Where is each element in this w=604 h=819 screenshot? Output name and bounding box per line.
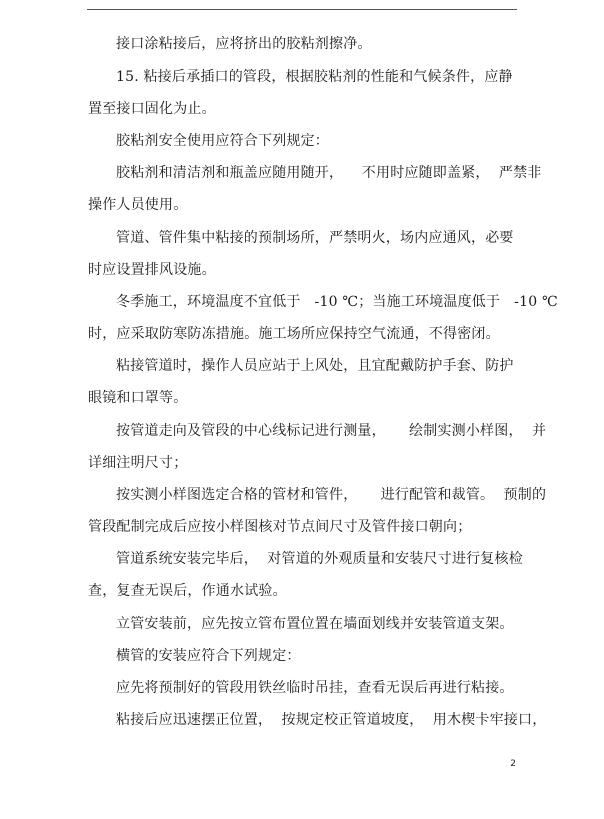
text-line-10: 时，应采取防寒防冻措施。施工场所应保持空气流通，不得密闭。 [88, 326, 500, 342]
text-line-22: 粘接后应迅速摆正位置， 按规定校正管道坡度， 用木楔卡牢接口， [116, 712, 547, 728]
text-line-13: 按管道走向及管段的中心线标记进行测量， 绘制实测小样图， 并 [116, 423, 547, 439]
text-line-19: 立管安装前，应先按立管布置位置在墙面划线并安装管道支架。 [116, 616, 514, 632]
text-line-8: 时应设置排风设施。 [88, 262, 216, 278]
text-line-4: 胶粘剂安全使用应符合下列规定： [116, 133, 329, 149]
text-line-21: 应先将预制好的管段用铁丝临时吊挂，查看无误后再进行粘接。 [116, 680, 514, 696]
text-line-18: 查，复查无误后，作通水试验。 [88, 583, 287, 599]
text-line-14: 详细注明尺寸； [88, 455, 188, 471]
text-line-17: 管道系统安装完毕后， 对管道的外观质量和安装尺寸进行复核检 [116, 551, 523, 567]
text-line-5: 胶粘剂和清洁剂和瓶盖应随用随开， 不用时应随即盖紧， 严禁非 [116, 165, 542, 181]
text-line-11: 粘接管道时，操作人员应站于上风处，且宜配戴防护手套、防护 [116, 358, 514, 374]
text-line-15: 按实测小样图选定合格的管材和管件， 进行配管和裁管。 预制的 [116, 487, 547, 503]
text-line-2: 15. 粘接后承插口的管段，根据胶粘剂的性能和气候条件，应静 [116, 69, 513, 85]
text-line-12: 眼镜和口罩等。 [88, 390, 188, 406]
text-line-6: 操作人员使用。 [88, 197, 188, 213]
text-line-1: 接口涂粘接后，应将挤出的胶粘剂擦净。 [116, 36, 372, 52]
page-number: 2 [510, 759, 516, 769]
header-rule [87, 9, 517, 10]
text-line-3: 置至接口固化为止。 [88, 101, 216, 117]
text-line-20: 横管的安装应符合下列规定： [116, 648, 301, 664]
text-line-16: 管段配制完成后应按小样图核对节点间尺寸及管件接口朝向； [88, 519, 472, 535]
text-line-7: 管道、管件集中粘接的预制场所，严禁明火，场内应通风，必要 [116, 230, 514, 246]
text-line-9: 冬季施工，环境温度不宜低于 -10 ℃；当施工环境温度低于 -10 ℃ [116, 294, 558, 310]
